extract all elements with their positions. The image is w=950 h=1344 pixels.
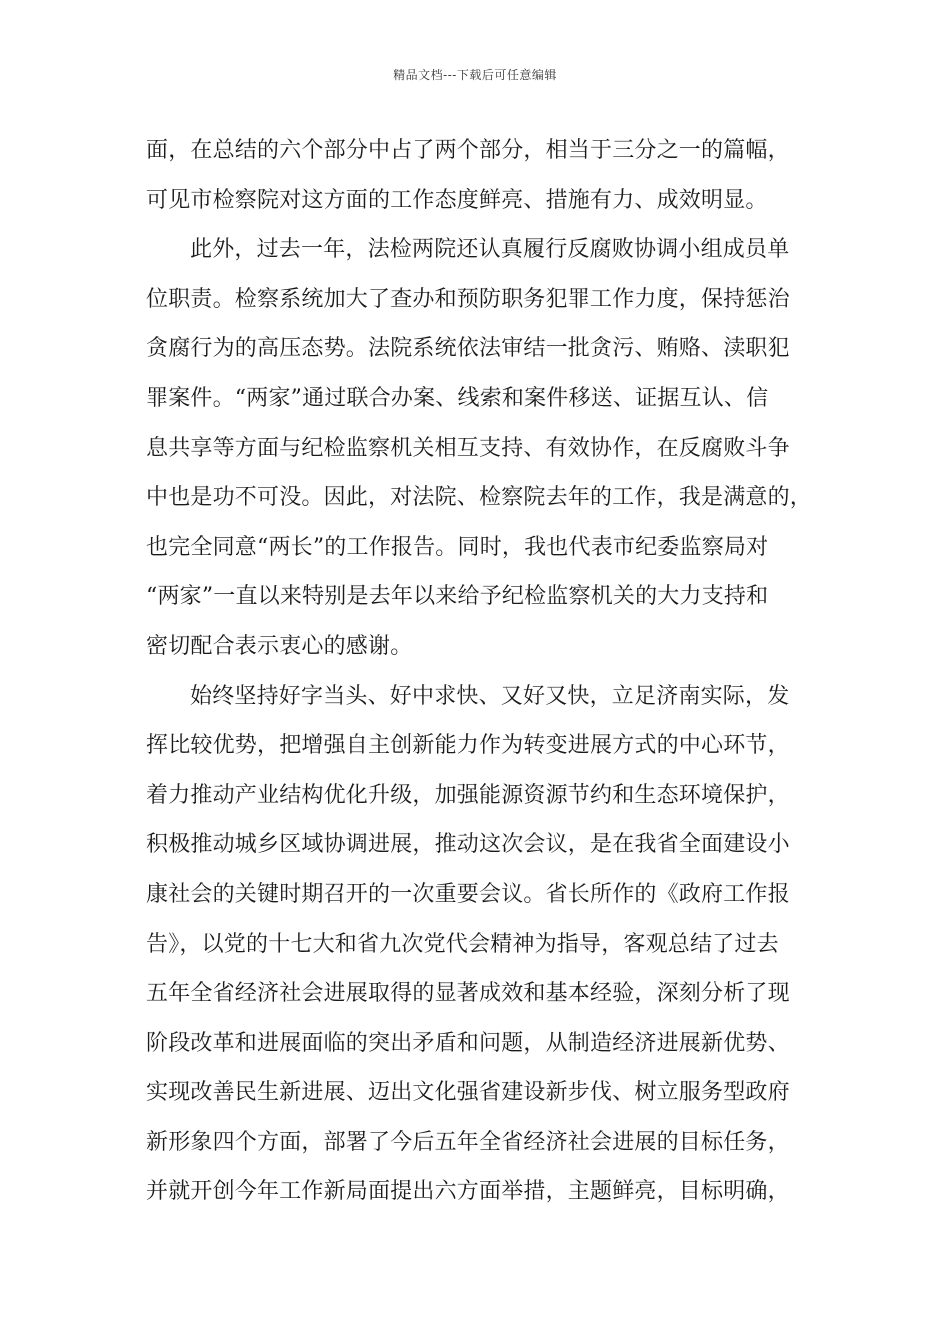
page-header: 精品文档---下载后可任意编辑: [393, 68, 557, 82]
paragraph-3: [146, 672, 826, 1218]
text-line: 此外，过去一年，法检两院还认真履行反腐败协调小组成员单: [190, 237, 790, 263]
text-line: 康社会的关键时期召开的一次重要会议。省长所作的《政府工作报: [146, 881, 790, 907]
paragraph-1: [146, 126, 826, 225]
text-line: 始终坚持好字当头、好中求快、又好又快，立足济南实际，发: [190, 683, 790, 709]
text-line: 积极推动城乡区域协调进展，推动这次会议，是在我省全面建设小: [146, 832, 790, 858]
text-line: 实现改善民生新进展、迈出文化强省建设新步伐、树立服务型政府: [146, 1080, 790, 1106]
text-line: 告》，以党的十七大和省九次党代会精神为指导，客观总结了过去: [146, 931, 779, 957]
text-line: 五年全省经济社会进展取得的显著成效和基本经验，深刻分析了现: [146, 981, 790, 1007]
paragraph-2: [146, 225, 826, 671]
text-line: 阶段改革和进展面临的突出矛盾和问题，从制造经济进展新优势、: [146, 1030, 790, 1056]
text-line: 新形象四个方面，部署了今后五年全省经济社会进展的目标任务，: [146, 1129, 790, 1155]
text-line: 贪腐行为的高压态势。法院系统依法审结一批贪污、贿赂、渎职犯: [146, 336, 790, 362]
text-line: 息共享等方面与纪检监察机关相互支持、有效协作，在反腐败斗争: [146, 435, 790, 461]
text-line: 可见市检察院对这方面的工作态度鲜亮、措施有力、成效明显。: [146, 187, 768, 213]
text-line: 挥比较优势，把增强自主创新能力作为转变进展方式的中心环节，: [146, 733, 790, 759]
text-line: 也完全同意“两长”的工作报告。同时，我也代表市纪委监察局对: [146, 534, 769, 560]
text-line: 面，在总结的六个部分中占了两个部分，相当于三分之一的篇幅，: [146, 138, 790, 163]
text-line: 着力推动产业结构优化升级，加强能源资源节约和生态环境保护，: [146, 782, 790, 808]
text-line: 密切配合表示衷心的感谢。: [146, 633, 413, 659]
text-line: 位职责。检察系统加大了查办和预防职务犯罪工作力度，保持惩治: [146, 286, 790, 312]
text-line: 并就开创今年工作新局面提出六方面举措，主题鲜亮，目标明确，: [146, 1179, 790, 1205]
text-line: 中也是功不可没。因此，对法院、检察院去年的工作，我是满意的，: [146, 485, 813, 511]
text-line: “两家”一直以来特别是去年以来给予纪检监察机关的大力支持和: [146, 584, 769, 610]
document-body: [146, 126, 826, 1217]
text-line: 罪案件。“两家”通过联合办案、线索和案件移送、证据互认、信: [146, 385, 769, 411]
